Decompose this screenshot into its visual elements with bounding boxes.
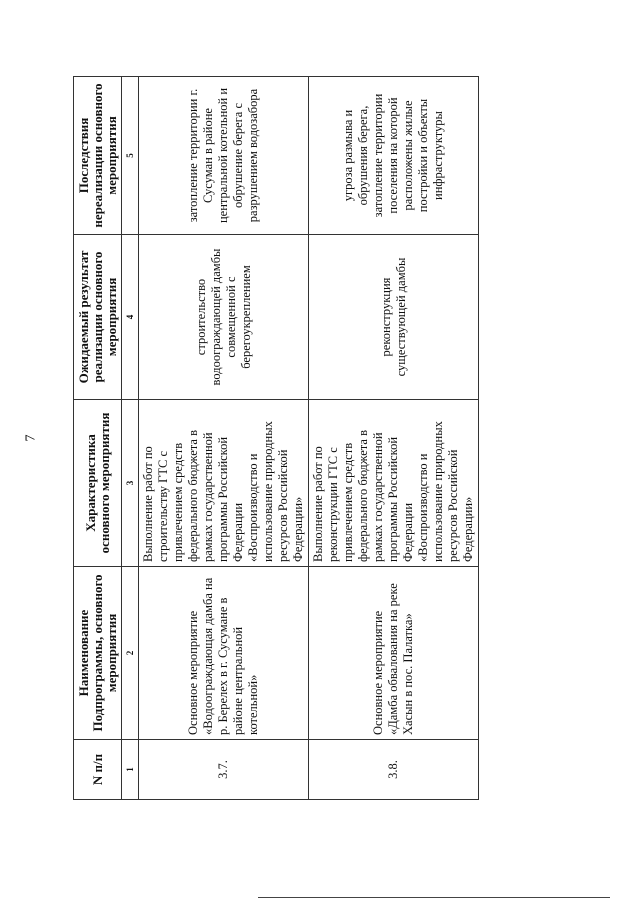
column-number-row (122, 77, 139, 800)
header-name: Наименование Подпрограммы, основного мероприятия (74, 567, 122, 740)
header-row (74, 77, 122, 800)
footer-divider (258, 897, 610, 898)
page-number: 7 (23, 434, 39, 442)
row-name: Основное мероприятие «Водоограждающая дамба на р. Берелех в г. Сусумане в районе центральной котельной» (139, 567, 309, 740)
column-number: 5 (122, 77, 139, 235)
column-number: 3 (122, 400, 139, 567)
row-num: 3.7. (139, 740, 309, 800)
measures-table (73, 76, 479, 800)
rotated-table-container (73, 77, 475, 800)
header-result: Ожидаемый результат реализации основного мероприятия (74, 235, 122, 400)
row-result: строительство водоограждающей дамбы совмещенной с берегоукреплением (139, 235, 309, 400)
column-number: 1 (122, 740, 139, 800)
row-characteristic: Выполнение работ по реконструкции ГТС с привлечением средств федерального бюджета в рамках государственной программы Российской Федерации «Воспроизводство и использование природных ресурсов Российской Федерации» (309, 400, 479, 567)
row-consequences: угроза размыва и обрушения берега, затопление территории поселения на которой расположены жилые постройки и объекты инфраструктуры (309, 77, 479, 235)
row-result: реконструкция существующей дамбы (309, 235, 479, 400)
header-num: N п/п (74, 740, 122, 800)
row-consequences: затопление территории г. Сусуман в районе центральной котельной и обрушение берега с разрушением водозабора (139, 77, 309, 235)
column-number: 2 (122, 567, 139, 740)
row-characteristic: Выполнение работ по строительству ГТС с привлечением средств федерального бюджета в рамках государственной программы Российской Федерации «Воспроизводство и использование природных ресурсов Российской Федерации» (139, 400, 309, 567)
header-characteristic: Характеристика основного мероприятия (74, 400, 122, 567)
table-row (309, 77, 479, 800)
header-consequences: Последствия нереализации основного мероприятия (74, 77, 122, 235)
table-row (139, 77, 309, 800)
row-num: 3.8. (309, 740, 479, 800)
column-number: 4 (122, 235, 139, 400)
row-name: Основное мероприятие «Дамба обвалования на реке Хасын в пос. Палатка» (309, 567, 479, 740)
